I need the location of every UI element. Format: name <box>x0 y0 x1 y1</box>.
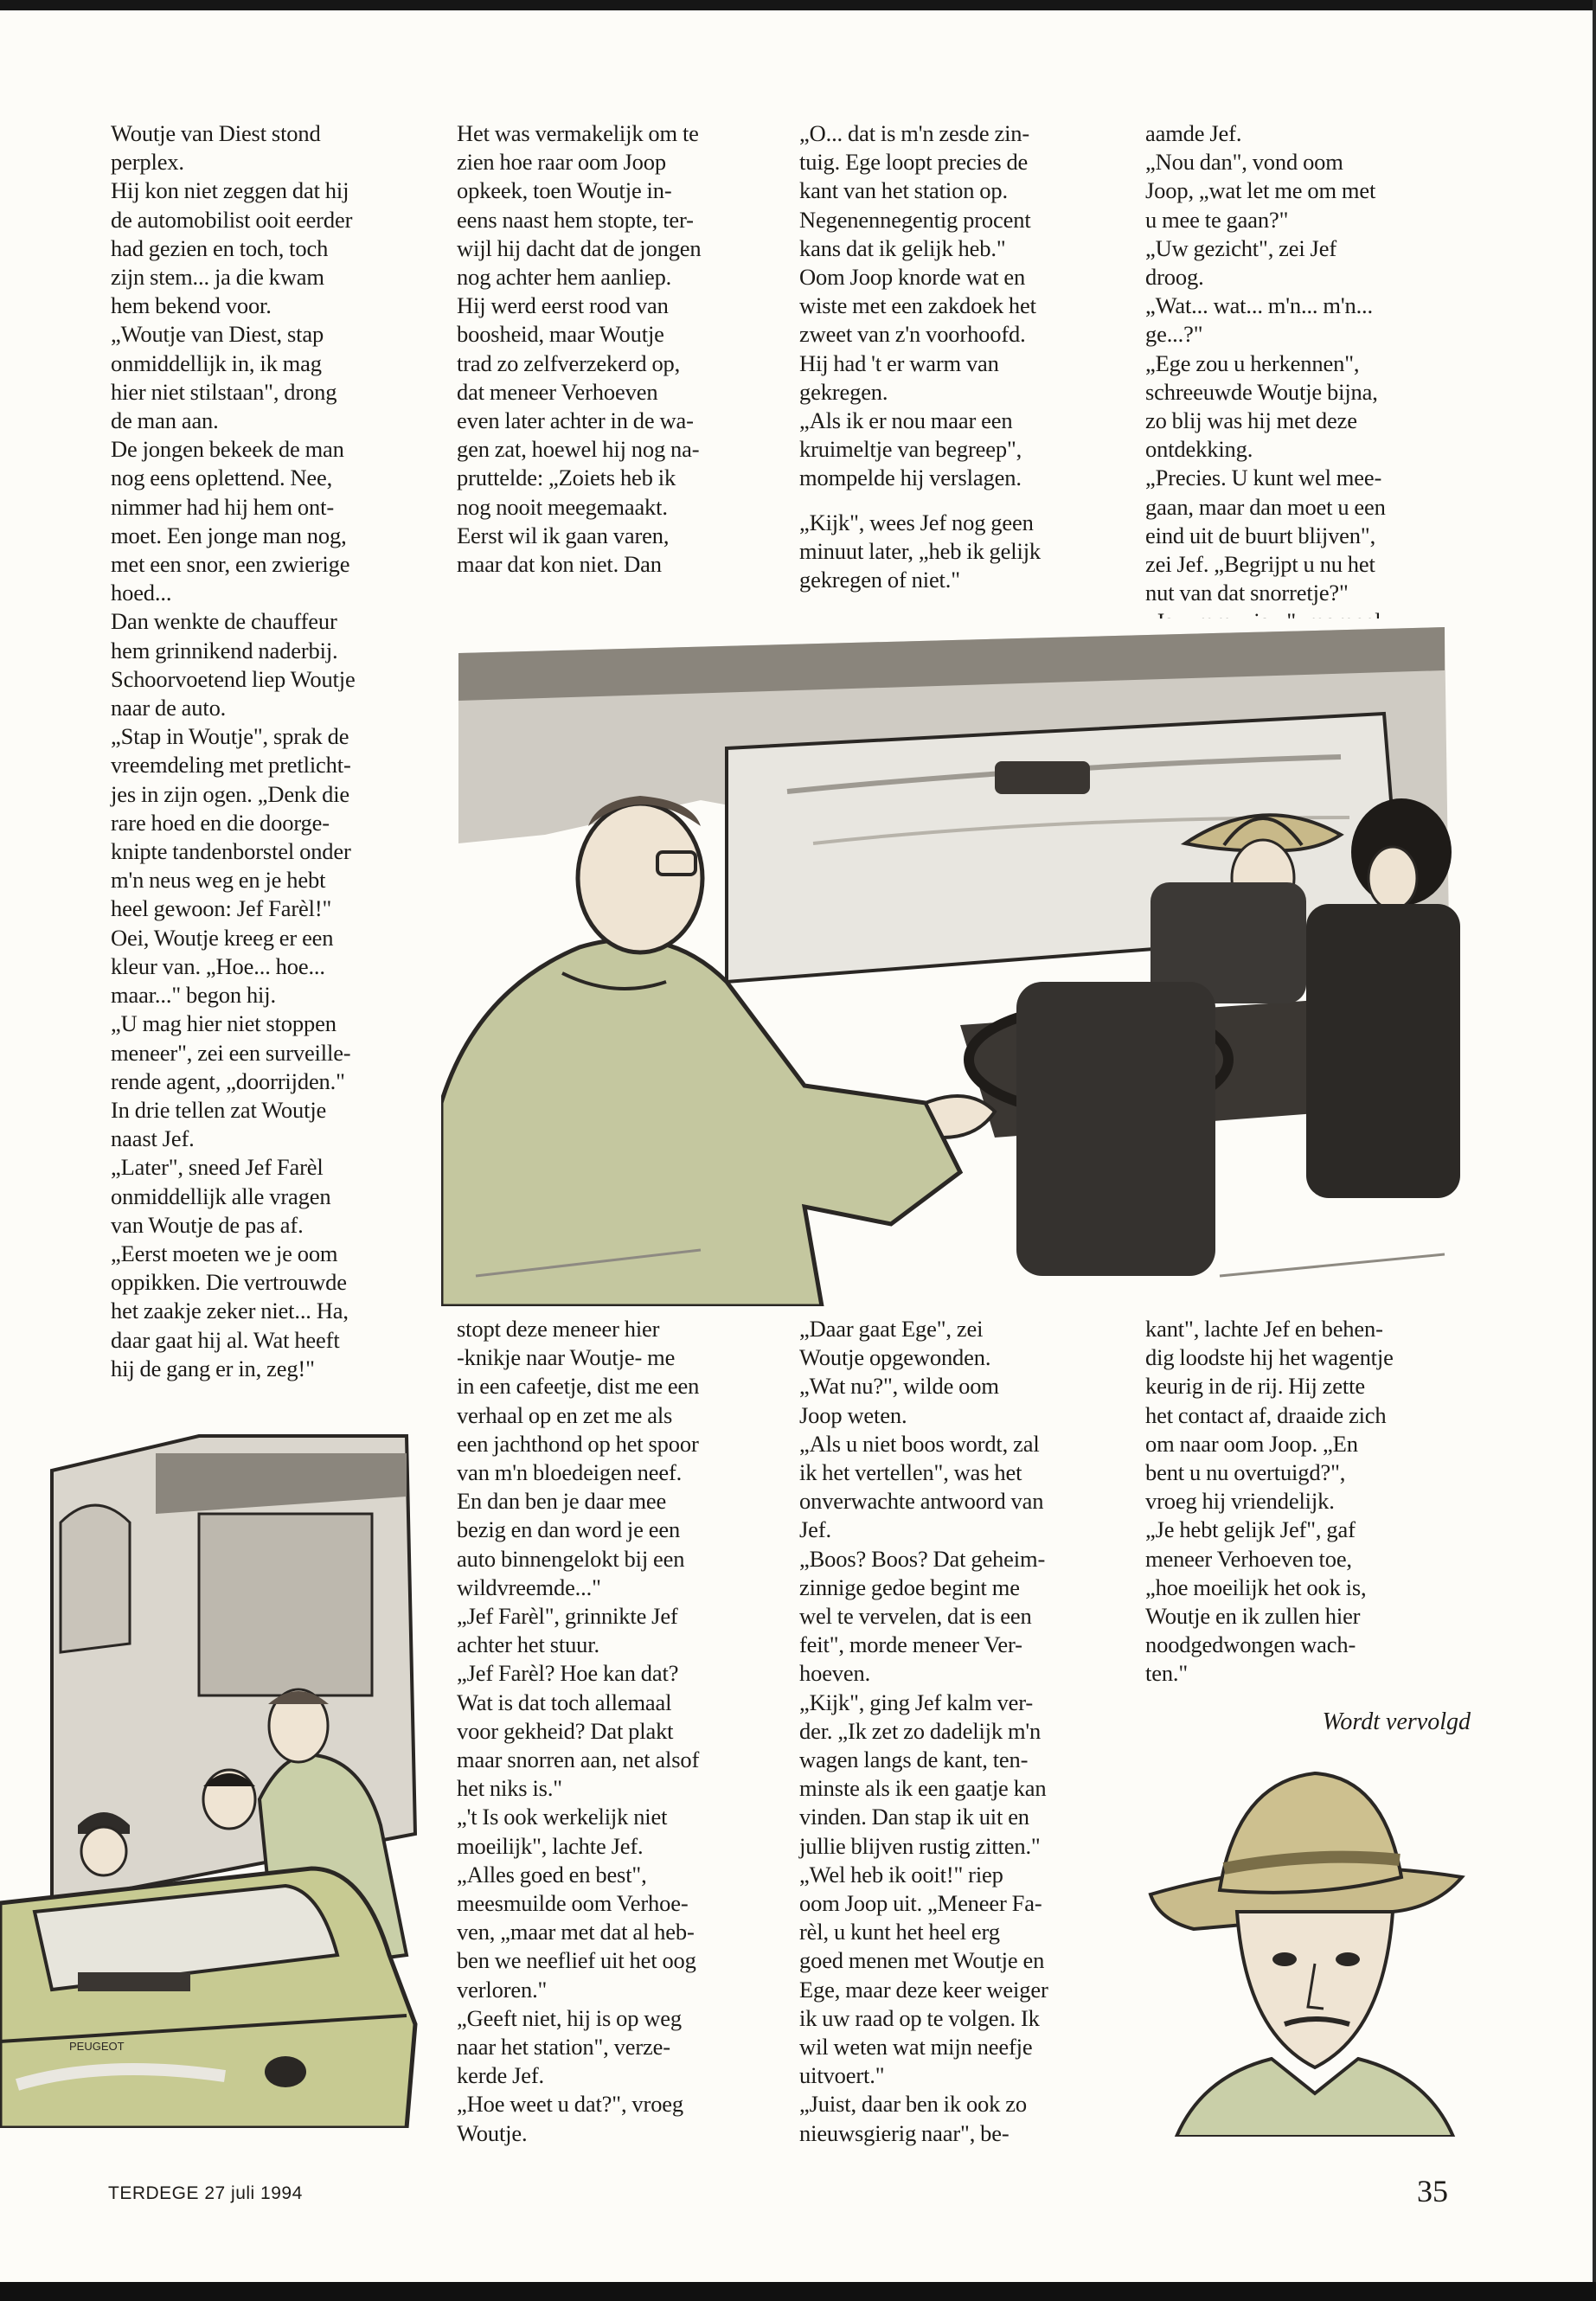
scan-edge-bottom <box>0 2282 1596 2301</box>
car-interior-illustration <box>441 619 1460 1306</box>
page-number: 35 <box>1417 2174 1448 2208</box>
car-badge: PEUGEOT <box>69 2040 125 2053</box>
issue-label: TERDEGE 27 juli 1994 <box>108 2183 303 2203</box>
man-with-hat-portrait <box>1142 1747 1471 2137</box>
scan-edge-top <box>0 0 1596 10</box>
street-scene-illustration <box>0 1419 433 2128</box>
article-column-4-top: aamde Jef. „Nou dan", vond oom Joop, „wat let me om met u mee te gaan?" „Uw gezicht", zei Jef droog. „Wat... wat... m'n... m'n... ge...?" „Ege zou u herkennen", schreeuwde Woutje bijna, zo blij was hij met deze ontdekking. „Precies. U kunt wel mee- gaan, maar dan moet u een eind uit de buurt blijven", zei Jef. „Begrijpt u nu het nut van dat snorretje?" <box>1145 120 1386 606</box>
article-column-1: Woutje van Diest stond perplex. Hij kon niet zeggen dat hij de automobilist ooit eerder had gezien en toch, toch zijn stem... ja die kwam hem bekend voor. „Woutje van Diest, stap onmiddellijk in, ik mag hier niet stilstaan", drong de man aan. De jongen bekeek de man nog eens oplettend. Nee, nimmer had hij hem ont- moet. Een jonge man nog, met een snor, een zwierige hoed... Dan wenkte de chauffeur hem grinnikend naderbij. Schoorvoetend liep Woutje naar de auto. „Stap in Woutje", sprak de vreemdeling met pretlicht- jes in zijn ogen. „Denk die rare hoed en die doorge- knipte tandenborstel onder m'n neus weg en je hebt heel gewoon: Jef Farèl!" Oei, Woutje kreeg er een kleur van. „Hoe... hoe... maar..." begon hij. „U mag hier niet stoppen meneer", zei een surveille- rende agent, „doorrijden." In drie tellen zat Woutje naast Jef. „Later", sneed Jef Farèl onmiddellijk alle vragen van Woutje de pas af. „Eerst moeten we je oom oppikken. Die vertrouwde het zaakje zeker niet... Ha, daar gaat hij al. Wat heeft hij de gang er in, zeg!" <box>111 120 356 1381</box>
article-column-3-middle: „Kijk", wees Jef nog geen minuut later, „heb ik gelijk gekregen of niet." <box>799 510 1042 593</box>
article-column-3-bottom: „Daar gaat Ege", zei Woutje opgewonden. „Wat nu?", wilde oom Joop weten. „Als u niet boos wordt, zal ik het vertellen", was het onverwachte antwoord van Jef. „Boos? Boos? Dat geheim- zinnige gedoe begint me wel te vervelen, dat is een feit", morde meneer Ver- hoeven. „Kijk", ging Jef kalm ver- der. „Ik zet zo dadelijk m'n wagen langs de kant, ten- minste als ik een gaatje kan vinden. Dan stap ik uit en jullie blijven rustig zitten." „Wel heb ik ooit!" riep oom Joop uit. „Meneer Fa- rèl, u kunt het heel erg goed menen met Woutje en Ege, maar deze keer weiger ik uw raad op te volgen. Ik wil weten wat mijn neefje uitvoert." „Juist, daar ben ik ook zo nieuwsgierig naar", be- <box>799 1316 1048 2146</box>
article-column-3-top: „O... dat is m'n zesde zin- tuig. Ege loopt precies de kant van het station op. Negenennegentig procent kans dat ik gelijk heb." Oom Joop knorde wat en wiste met een zakdoek het zweet van z'n voorhoofd. Hij had 't er warm van gekregen. „Als ik er nou maar een kruimeltje van begreep", mompelde hij verslagen. <box>799 120 1036 491</box>
continued-notice: Wordt vervolgd <box>1322 1708 1471 1735</box>
scan-edge-right <box>1593 0 1596 2301</box>
article-column-2-top: Het was vermakelijk om te zien hoe raar oom Joop opkeek, toen Woutje in- eens naast hem stopte, ter- wijl hij dacht dat de jongen nog achter hem aanliep. Hij werd eerst rood van boosheid, maar Woutje trad zo zelfverzekerd op, dat meneer Verhoeven even later achter in de wa- gen zat, hoewel hij nog na- pruttelde: „Zoiets heb ik nog nooit meegemaakt. Eerst wil ik gaan varen, maar dat kon niet. Dan <box>457 120 702 578</box>
article-column-2-bottom: stopt deze meneer hier -knikje naar Woutje- me in een cafeetje, dist me een verhaal op en zet me als een jachthond op het spoor van m'n bloedeigen neef. En dan ben je daar mee bezig en dan word je een auto binnengelokt bij een wildvreemde..." „Jef Farèl", grinnikte Jef achter het stuur. „Jef Farèl? Hoe kan dat? Wat is dat toch allemaal voor gekheid? Dat plakt maar snorren aan, net alsof het niks is." „'t Is ook werkelijk niet moeilijk", lachte Jef. „Alles goed en best", meesmuilde oom Verhoe- ven, „maar met dat al heb- ben we neeflief uit het oog verloren." „Geeft niet, hij is op weg naar het station", verze- kerde Jef. „Hoe weet u dat?", vroeg Woutje. <box>457 1316 700 2146</box>
article-column-4-bottom: kant", lachte Jef en behen- dig loodste hij het wagentje keurig in de rij. Hij zette het contact af, draaide zich om naar oom Joop. „En bent u nu overtuigd?", vroeg hij vriendelijk. „Je hebt gelijk Jef", gaf meneer Verhoeven toe, „hoe moeilijk het ook is, Woutje en ik zullen hier noodgedwongen wach- ten." <box>1145 1316 1394 1687</box>
